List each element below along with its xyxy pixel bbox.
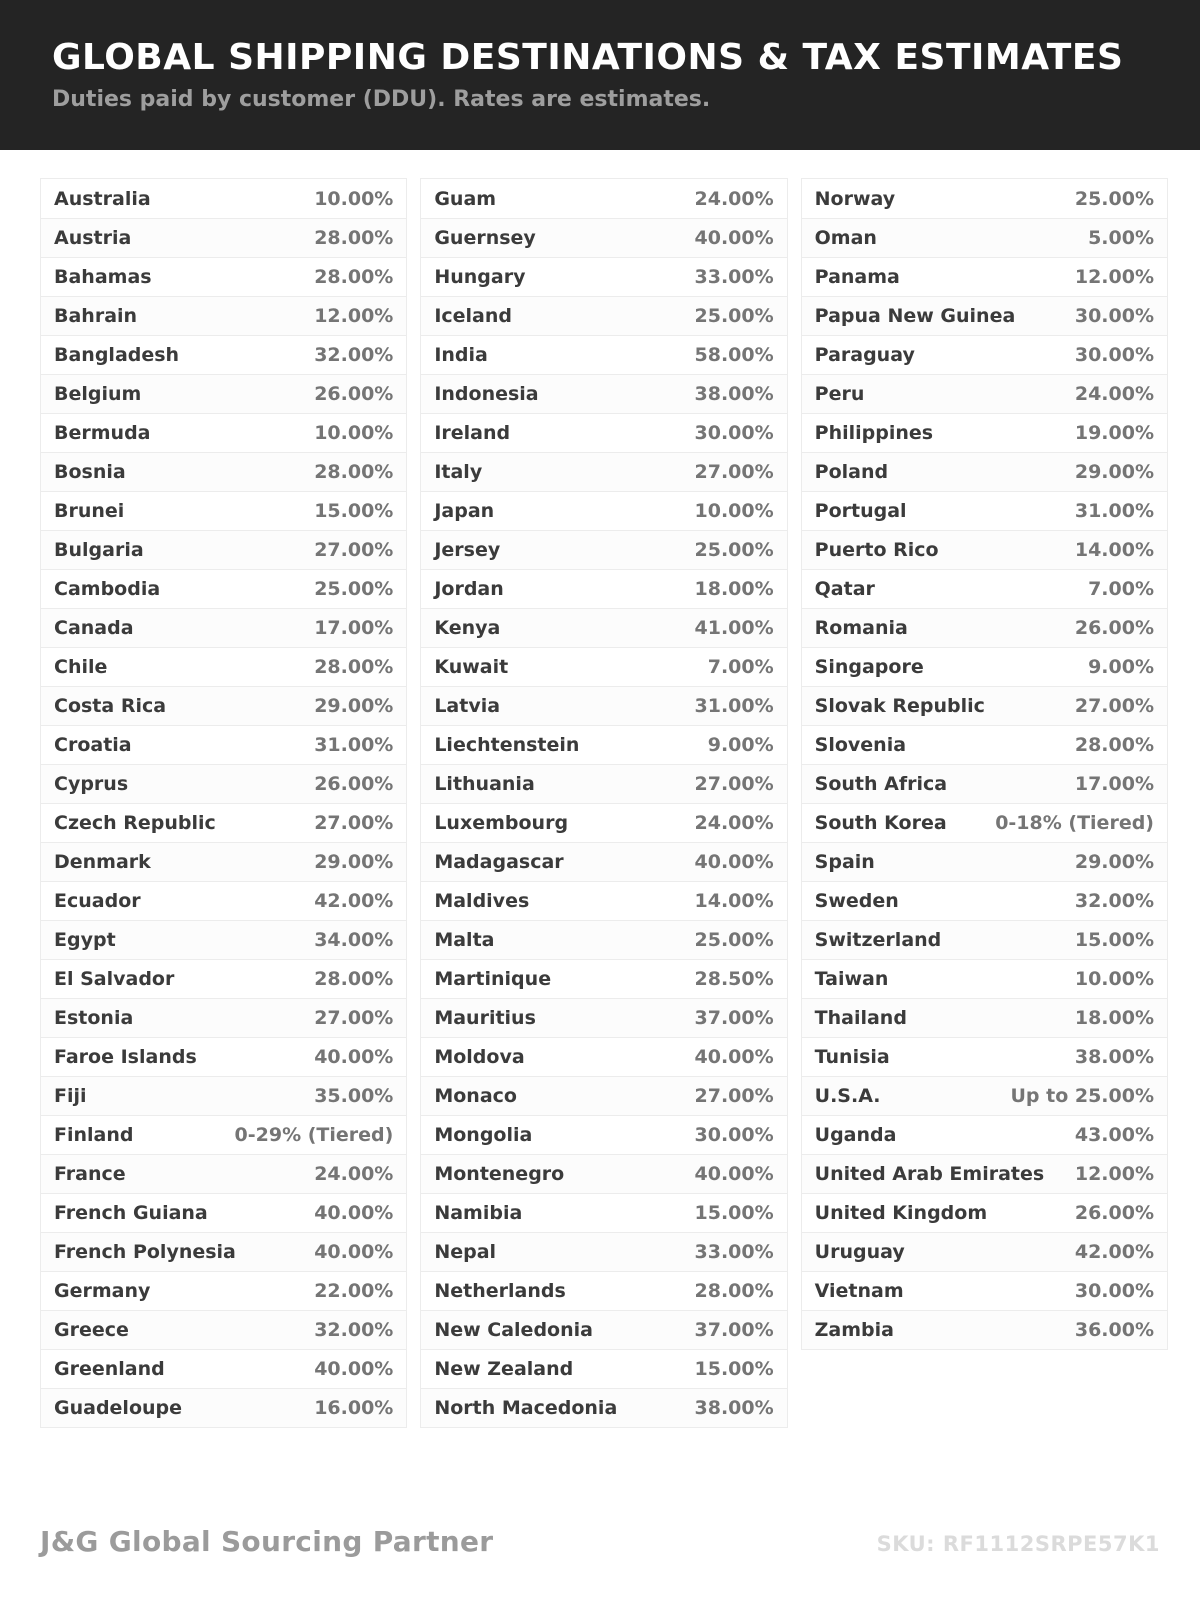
table-row bbox=[421, 725, 786, 764]
tax-rate: 28.00% bbox=[314, 968, 394, 990]
country-name: Uruguay bbox=[814, 1241, 905, 1263]
tax-rate: 27.00% bbox=[694, 1085, 774, 1107]
table-row bbox=[41, 803, 406, 842]
rate-column-2 bbox=[420, 178, 787, 1428]
country-name: Guadeloupe bbox=[54, 1397, 183, 1419]
tax-rate: 32.00% bbox=[1074, 890, 1154, 912]
tax-rate: 10.00% bbox=[694, 500, 774, 522]
country-name: Brunei bbox=[54, 500, 125, 522]
tax-rate: 25.00% bbox=[694, 929, 774, 951]
table-row bbox=[421, 1037, 786, 1076]
country-name: Fiji bbox=[54, 1085, 87, 1107]
tax-rate: 28.00% bbox=[314, 227, 394, 249]
tax-rate: 27.00% bbox=[694, 773, 774, 795]
country-name: Chile bbox=[54, 656, 108, 678]
table-row bbox=[421, 686, 786, 725]
table-row bbox=[41, 1271, 406, 1310]
table-row bbox=[41, 920, 406, 959]
table-row bbox=[802, 1076, 1167, 1115]
table-row bbox=[421, 1232, 786, 1271]
tax-rate: 40.00% bbox=[314, 1241, 394, 1263]
country-name: Netherlands bbox=[434, 1280, 566, 1302]
country-name: Belgium bbox=[54, 383, 142, 405]
country-name: Estonia bbox=[54, 1007, 134, 1029]
country-name: Peru bbox=[814, 383, 865, 405]
country-name: New Caledonia bbox=[434, 1319, 593, 1341]
country-name: Malta bbox=[434, 929, 495, 951]
country-name: Jordan bbox=[434, 578, 504, 600]
tax-rate: 28.00% bbox=[314, 656, 394, 678]
tax-rate: 30.00% bbox=[694, 422, 774, 444]
tax-rate: 28.00% bbox=[1074, 734, 1154, 756]
tax-rate: 26.00% bbox=[1074, 1202, 1154, 1224]
table-row bbox=[41, 569, 406, 608]
table-row bbox=[802, 686, 1167, 725]
tax-rate: 27.00% bbox=[314, 1007, 394, 1029]
table-row bbox=[41, 725, 406, 764]
rate-column-1 bbox=[40, 178, 407, 1428]
tax-rate: 25.00% bbox=[1074, 187, 1154, 210]
tax-rate: 15.00% bbox=[694, 1358, 774, 1380]
country-name: Cambodia bbox=[54, 578, 161, 600]
table-row bbox=[802, 608, 1167, 647]
country-name: Finland bbox=[54, 1124, 134, 1146]
tax-rate: 25.00% bbox=[694, 305, 774, 327]
tax-rate: 12.00% bbox=[1074, 1163, 1154, 1185]
country-name: Germany bbox=[54, 1280, 151, 1302]
country-name: Namibia bbox=[434, 1202, 523, 1224]
tax-rate: 19.00% bbox=[1074, 422, 1154, 444]
country-name: Egypt bbox=[54, 929, 116, 951]
tax-rate: 25.00% bbox=[694, 539, 774, 561]
country-name: Romania bbox=[814, 617, 908, 639]
tax-rate: 24.00% bbox=[694, 187, 774, 210]
country-name: Portugal bbox=[814, 500, 907, 522]
country-name: Singapore bbox=[814, 656, 924, 678]
tax-rate: 25.00% bbox=[314, 578, 394, 600]
table-row bbox=[802, 491, 1167, 530]
table-row bbox=[41, 686, 406, 725]
table-row bbox=[802, 842, 1167, 881]
tax-rate: 33.00% bbox=[694, 1241, 774, 1263]
tax-rate: 29.00% bbox=[314, 695, 394, 717]
tax-rate: 12.00% bbox=[314, 305, 394, 327]
tax-rate: 30.00% bbox=[694, 1124, 774, 1146]
tax-rate: 29.00% bbox=[1074, 851, 1154, 873]
table-row bbox=[421, 374, 786, 413]
table-row bbox=[41, 179, 406, 218]
tax-rate: 16.00% bbox=[314, 1397, 394, 1419]
country-name: Moldova bbox=[434, 1046, 525, 1068]
country-name: Iceland bbox=[434, 305, 513, 327]
table-row bbox=[802, 1037, 1167, 1076]
table-row bbox=[802, 764, 1167, 803]
tax-rate: 18.00% bbox=[694, 578, 774, 600]
country-name: Qatar bbox=[814, 578, 875, 600]
tax-rate: 18.00% bbox=[1074, 1007, 1154, 1029]
table-row bbox=[41, 530, 406, 569]
country-name: Bulgaria bbox=[54, 539, 144, 561]
tax-rate: 30.00% bbox=[1074, 305, 1154, 327]
table-row bbox=[421, 296, 786, 335]
table-row bbox=[41, 413, 406, 452]
table-row bbox=[41, 1349, 406, 1388]
country-name: Croatia bbox=[54, 734, 132, 756]
page-title: GLOBAL SHIPPING DESTINATIONS & TAX ESTIMATES bbox=[52, 37, 1124, 78]
table-row bbox=[421, 530, 786, 569]
table-row bbox=[802, 1115, 1167, 1154]
tax-rate: 30.00% bbox=[1074, 344, 1154, 366]
country-name: New Zealand bbox=[434, 1358, 574, 1380]
country-name: Faroe Islands bbox=[54, 1046, 197, 1068]
country-name: Mongolia bbox=[434, 1124, 533, 1146]
tax-rate: 41.00% bbox=[694, 617, 774, 639]
tax-rate: 35.00% bbox=[314, 1085, 394, 1107]
tax-rate: 40.00% bbox=[314, 1046, 394, 1068]
table-row bbox=[802, 179, 1167, 218]
table-row bbox=[802, 1271, 1167, 1310]
table-row bbox=[421, 920, 786, 959]
country-name: Norway bbox=[814, 187, 896, 210]
country-name: Papua New Guinea bbox=[814, 305, 1016, 327]
tax-rate: 34.00% bbox=[314, 929, 394, 951]
country-name: Japan bbox=[434, 500, 495, 522]
tax-rate: 37.00% bbox=[694, 1007, 774, 1029]
country-name: United Kingdom bbox=[814, 1202, 988, 1224]
tax-rate: 40.00% bbox=[694, 851, 774, 873]
country-name: Costa Rica bbox=[54, 695, 167, 717]
table-row bbox=[802, 998, 1167, 1037]
tax-rate: 40.00% bbox=[314, 1202, 394, 1224]
tax-rate: 10.00% bbox=[314, 187, 394, 210]
table-row bbox=[802, 374, 1167, 413]
country-name: Bahamas bbox=[54, 266, 152, 288]
tax-rate: 10.00% bbox=[1074, 968, 1154, 990]
country-name: Ireland bbox=[434, 422, 511, 444]
tax-rate: 17.00% bbox=[314, 617, 394, 639]
table-row bbox=[421, 608, 786, 647]
country-name: Monaco bbox=[434, 1085, 517, 1107]
table-row bbox=[41, 296, 406, 335]
tax-rate: 37.00% bbox=[694, 1319, 774, 1341]
tax-rate: 28.00% bbox=[694, 1280, 774, 1302]
country-name: Italy bbox=[434, 461, 483, 483]
tax-rate: 33.00% bbox=[694, 266, 774, 288]
table-row bbox=[41, 452, 406, 491]
country-name: Paraguay bbox=[814, 344, 915, 366]
country-name: Bangladesh bbox=[54, 344, 180, 366]
tax-rate: 5.00% bbox=[1088, 227, 1154, 249]
table-row bbox=[802, 1154, 1167, 1193]
country-name: Bermuda bbox=[54, 422, 151, 444]
table-row bbox=[421, 179, 786, 218]
table-row bbox=[421, 1115, 786, 1154]
country-name: U.S.A. bbox=[814, 1085, 881, 1107]
tax-rate: 24.00% bbox=[694, 812, 774, 834]
tax-rate: 38.00% bbox=[694, 1397, 774, 1419]
tax-rate: 29.00% bbox=[314, 851, 394, 873]
tax-rate: 27.00% bbox=[314, 539, 394, 561]
tax-rate-table bbox=[0, 150, 1200, 1428]
tax-rate: 17.00% bbox=[1074, 773, 1154, 795]
table-row bbox=[421, 647, 786, 686]
tax-rate: 9.00% bbox=[707, 734, 774, 756]
table-row bbox=[421, 803, 786, 842]
tax-rate: 38.00% bbox=[694, 383, 774, 405]
table-row bbox=[802, 569, 1167, 608]
table-row bbox=[802, 218, 1167, 257]
table-row bbox=[41, 1310, 406, 1349]
table-row bbox=[421, 335, 786, 374]
table-row bbox=[41, 491, 406, 530]
country-name: French Polynesia bbox=[54, 1241, 236, 1263]
table-row bbox=[421, 881, 786, 920]
table-row bbox=[802, 413, 1167, 452]
country-name: Poland bbox=[814, 461, 889, 483]
tax-rate: 7.00% bbox=[707, 656, 774, 678]
tax-rate: 58.00% bbox=[694, 344, 774, 366]
table-row bbox=[41, 881, 406, 920]
country-name: Thailand bbox=[814, 1007, 907, 1029]
table-row bbox=[41, 764, 406, 803]
country-name: Guernsey bbox=[434, 227, 536, 249]
table-row bbox=[41, 1154, 406, 1193]
table-row bbox=[802, 452, 1167, 491]
country-name: Latvia bbox=[434, 695, 501, 717]
table-row bbox=[41, 647, 406, 686]
tax-rate: 26.00% bbox=[1074, 617, 1154, 639]
table-row bbox=[41, 608, 406, 647]
tax-rate: 24.00% bbox=[1074, 383, 1154, 405]
tax-rate: 32.00% bbox=[314, 1319, 394, 1341]
tax-rate: 31.00% bbox=[1074, 500, 1154, 522]
country-name: Kuwait bbox=[434, 656, 509, 678]
tax-rate: 40.00% bbox=[314, 1358, 394, 1380]
tax-rate: 26.00% bbox=[314, 383, 394, 405]
table-row bbox=[802, 530, 1167, 569]
table-row bbox=[421, 491, 786, 530]
country-name: Liechtenstein bbox=[434, 734, 580, 756]
country-name: Greece bbox=[54, 1319, 129, 1341]
country-name: Jersey bbox=[434, 539, 501, 561]
tax-rate: 29.00% bbox=[1074, 461, 1154, 483]
table-row bbox=[421, 1154, 786, 1193]
country-name: Czech Republic bbox=[54, 812, 216, 834]
country-name: Bahrain bbox=[54, 305, 138, 327]
tax-rate: 22.00% bbox=[314, 1280, 394, 1302]
country-name: Luxembourg bbox=[434, 812, 569, 834]
country-name: Ecuador bbox=[54, 890, 141, 912]
country-name: South Africa bbox=[814, 773, 948, 795]
table-row bbox=[421, 1193, 786, 1232]
table-row bbox=[41, 959, 406, 998]
table-row bbox=[802, 647, 1167, 686]
country-name: South Korea bbox=[814, 812, 947, 834]
tax-rate: 12.00% bbox=[1074, 266, 1154, 288]
tax-rate: 0-29% (Tiered) bbox=[234, 1124, 394, 1146]
country-name: Panama bbox=[814, 266, 900, 288]
country-name: Philippines bbox=[814, 422, 934, 444]
country-name: French Guiana bbox=[54, 1202, 208, 1224]
country-name: Lithuania bbox=[434, 773, 535, 795]
table-row bbox=[802, 257, 1167, 296]
country-name: United Arab Emirates bbox=[814, 1163, 1045, 1185]
tax-rate: 40.00% bbox=[694, 1163, 774, 1185]
table-row bbox=[421, 764, 786, 803]
tax-rate: 15.00% bbox=[314, 500, 394, 522]
table-row bbox=[421, 452, 786, 491]
country-name: Spain bbox=[814, 851, 875, 873]
country-name: Australia bbox=[54, 187, 151, 210]
table-row bbox=[802, 803, 1167, 842]
country-name: Taiwan bbox=[814, 968, 889, 990]
header-banner bbox=[0, 0, 1200, 150]
table-row bbox=[421, 1310, 786, 1349]
tax-rate: 27.00% bbox=[694, 461, 774, 483]
table-row bbox=[802, 725, 1167, 764]
table-row bbox=[802, 881, 1167, 920]
country-name: Indonesia bbox=[434, 383, 539, 405]
table-row bbox=[802, 1310, 1167, 1349]
country-name: Switzerland bbox=[814, 929, 942, 951]
tax-rate: 15.00% bbox=[1074, 929, 1154, 951]
country-name: India bbox=[434, 344, 488, 366]
country-name: Slovenia bbox=[814, 734, 907, 756]
tax-rate: 42.00% bbox=[1074, 1241, 1154, 1263]
table-row bbox=[41, 218, 406, 257]
country-name: Canada bbox=[54, 617, 134, 639]
table-row bbox=[41, 1076, 406, 1115]
country-name: Austria bbox=[54, 227, 132, 249]
table-row bbox=[802, 920, 1167, 959]
country-name: El Salvador bbox=[54, 968, 175, 990]
country-name: North Macedonia bbox=[434, 1397, 618, 1419]
table-row bbox=[41, 257, 406, 296]
tax-rate: 28.50% bbox=[694, 968, 774, 990]
country-name: Uganda bbox=[814, 1124, 897, 1146]
country-name: Puerto Rico bbox=[814, 539, 939, 561]
country-name: Oman bbox=[814, 227, 877, 249]
table-row bbox=[41, 998, 406, 1037]
country-name: Madagascar bbox=[434, 851, 564, 873]
country-name: Vietnam bbox=[814, 1280, 904, 1302]
table-row bbox=[41, 842, 406, 881]
table-row bbox=[421, 569, 786, 608]
tax-rate: 27.00% bbox=[1074, 695, 1154, 717]
rate-column-3 bbox=[801, 178, 1168, 1350]
tax-rate: 28.00% bbox=[314, 461, 394, 483]
tax-rate: 9.00% bbox=[1088, 656, 1154, 678]
country-name: Mauritius bbox=[434, 1007, 536, 1029]
table-row bbox=[421, 257, 786, 296]
tax-rate: 10.00% bbox=[314, 422, 394, 444]
tax-rate: 15.00% bbox=[694, 1202, 774, 1224]
tax-rate: 26.00% bbox=[314, 773, 394, 795]
tax-rate: 40.00% bbox=[694, 1046, 774, 1068]
table-row bbox=[41, 1388, 406, 1427]
tax-rate: 40.00% bbox=[694, 227, 774, 249]
tax-rate: 36.00% bbox=[1074, 1319, 1154, 1341]
brand-name: J&G Global Sourcing Partner bbox=[40, 1525, 494, 1558]
tax-rate: 42.00% bbox=[314, 890, 394, 912]
country-name: Maldives bbox=[434, 890, 530, 912]
tax-rate: 7.00% bbox=[1088, 578, 1154, 600]
tax-rate: 27.00% bbox=[314, 812, 394, 834]
tax-rate: 43.00% bbox=[1074, 1124, 1154, 1146]
country-name: France bbox=[54, 1163, 126, 1185]
tax-rate: 14.00% bbox=[1074, 539, 1154, 561]
table-row bbox=[421, 998, 786, 1037]
country-name: Sweden bbox=[814, 890, 899, 912]
footer bbox=[40, 1525, 1160, 1558]
table-row bbox=[41, 1232, 406, 1271]
table-row bbox=[421, 959, 786, 998]
tax-rate: 30.00% bbox=[1074, 1280, 1154, 1302]
tax-rate: 38.00% bbox=[1074, 1046, 1154, 1068]
country-name: Slovak Republic bbox=[814, 695, 985, 717]
page-subtitle: Duties paid by customer (DDU). Rates are estimates. bbox=[52, 86, 711, 112]
country-name: Zambia bbox=[814, 1319, 894, 1341]
country-name: Tunisia bbox=[814, 1046, 890, 1068]
tax-rate: 28.00% bbox=[314, 266, 394, 288]
table-row bbox=[421, 1349, 786, 1388]
table-row bbox=[421, 413, 786, 452]
country-name: Nepal bbox=[434, 1241, 497, 1263]
tax-rate: 14.00% bbox=[694, 890, 774, 912]
sku-label: SKU: RF1112SRPE57K1 bbox=[876, 1532, 1160, 1556]
table-row bbox=[421, 1271, 786, 1310]
table-row bbox=[802, 1232, 1167, 1271]
country-name: Montenegro bbox=[434, 1163, 565, 1185]
table-row bbox=[802, 296, 1167, 335]
table-row bbox=[41, 335, 406, 374]
country-name: Guam bbox=[434, 187, 497, 210]
table-row bbox=[41, 1037, 406, 1076]
tax-rate: Up to 25.00% bbox=[1010, 1085, 1154, 1107]
country-name: Bosnia bbox=[54, 461, 126, 483]
table-row bbox=[41, 1115, 406, 1154]
table-row bbox=[421, 218, 786, 257]
country-name: Cyprus bbox=[54, 773, 129, 795]
country-name: Martinique bbox=[434, 968, 552, 990]
table-row bbox=[421, 842, 786, 881]
country-name: Greenland bbox=[54, 1358, 165, 1380]
country-name: Hungary bbox=[434, 266, 526, 288]
table-row bbox=[421, 1388, 786, 1427]
tax-rate: 31.00% bbox=[314, 734, 394, 756]
country-name: Kenya bbox=[434, 617, 501, 639]
tax-rate: 32.00% bbox=[314, 344, 394, 366]
country-name: Denmark bbox=[54, 851, 151, 873]
table-row bbox=[802, 1193, 1167, 1232]
table-row bbox=[421, 1076, 786, 1115]
table-row bbox=[41, 1193, 406, 1232]
tax-rate: 24.00% bbox=[314, 1163, 394, 1185]
table-row bbox=[802, 335, 1167, 374]
tax-rate: 31.00% bbox=[694, 695, 774, 717]
table-row bbox=[802, 959, 1167, 998]
table-row bbox=[41, 374, 406, 413]
tax-rate: 0-18% (Tiered) bbox=[995, 812, 1154, 834]
